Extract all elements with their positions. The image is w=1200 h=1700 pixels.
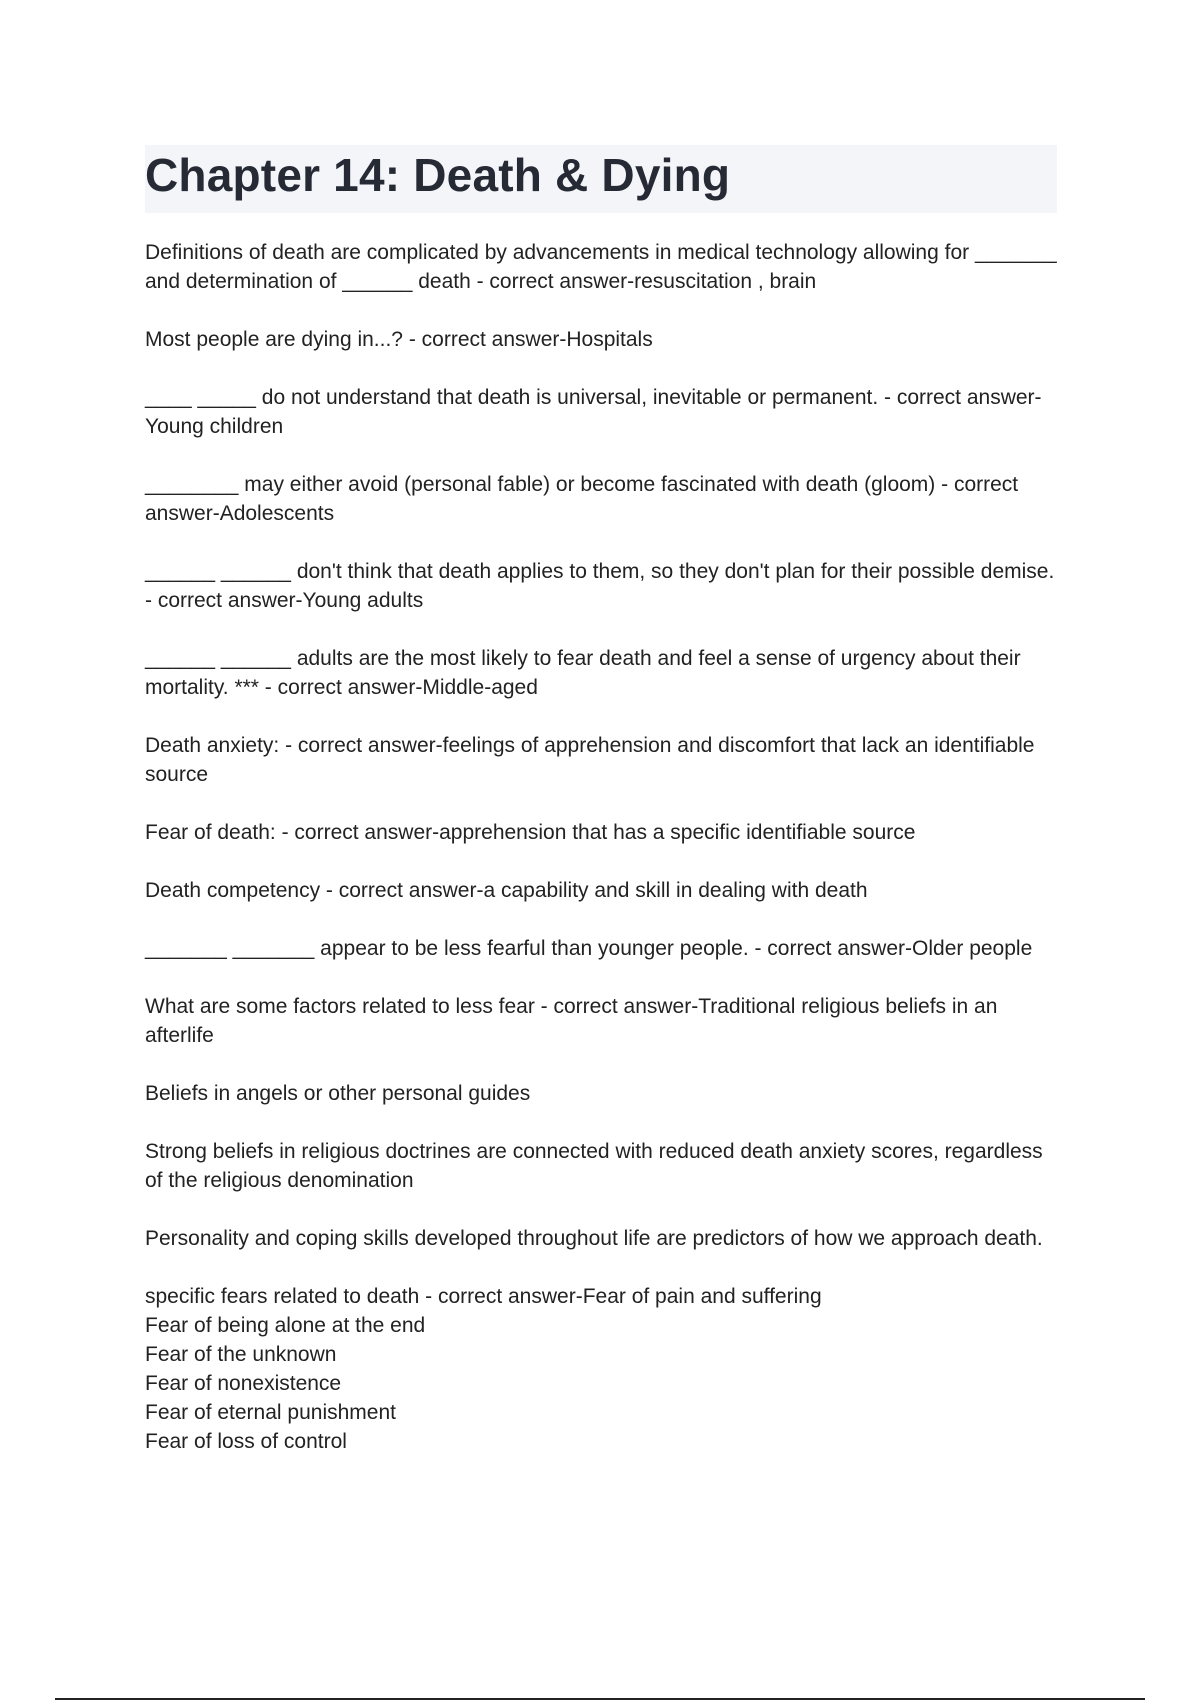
document-content	[145, 238, 1057, 1456]
entry-where-people-die: Most people are dying in...? - correct answer-Hospitals	[145, 328, 653, 351]
entry-fear-of-death: Fear of death: - correct answer-apprehension that has a specific identifiable source	[145, 821, 916, 844]
list-item: Fear of eternal punishment	[145, 1401, 396, 1424]
specific-fears-list	[145, 1282, 1057, 1456]
entry-young-adults: ______ ______ don't think that death applies to them, so they don't plan for their possible demise. - correct answer-Young adults	[145, 560, 1055, 612]
title-bar	[145, 145, 1057, 213]
list-item: Fear of the unknown	[145, 1343, 337, 1366]
entry-religious-doctrines: Strong beliefs in religious doctrines are connected with reduced death anxiety scores, regardless of the religious denomination	[145, 1140, 1043, 1192]
entry-personality-coping: Personality and coping skills developed throughout life are predictors of how we approach death.	[145, 1227, 1043, 1250]
page-title: Chapter 14: Death & Dying	[145, 149, 731, 201]
entry-adolescents: ________ may either avoid (personal fable) or become fascinated with death (gloom) - correct answer-Adolescents	[145, 473, 1019, 525]
entry-factors-less-fear: What are some factors related to less fear - correct answer-Traditional religious beliefs in an afterlife	[145, 995, 998, 1047]
entry-definitions-of-death: Definitions of death are complicated by advancements in medical technology allowing for _______ and determination of ______ death - correct answer-resuscitation , brain	[145, 241, 1057, 293]
entry-young-children: ____ _____ do not understand that death is universal, inevitable or permanent. - correct answer-Young children	[145, 386, 1042, 438]
list-item: Fear of nonexistence	[145, 1372, 342, 1395]
list-item: Fear of loss of control	[145, 1430, 347, 1453]
entry-middle-aged: ______ ______ adults are the most likely to fear death and feel a sense of urgency about their mortality. *** - correct answer-Middle-aged	[145, 647, 1021, 699]
entry-beliefs-in-angels: Beliefs in angels or other personal guides	[145, 1082, 531, 1105]
entry-death-competency: Death competency - correct answer-a capability and skill in dealing with death	[145, 879, 868, 902]
list-item: Fear of being alone at the end	[145, 1314, 426, 1337]
entry-death-anxiety: Death anxiety: - correct answer-feelings of apprehension and discomfort that lack an identifiable source	[145, 734, 1035, 786]
entry-older-people: _______ _______ appear to be less fearful than younger people. - correct answer-Older people	[145, 937, 1033, 960]
list-item: specific fears related to death - correct answer-Fear of pain and suffering	[145, 1285, 822, 1308]
